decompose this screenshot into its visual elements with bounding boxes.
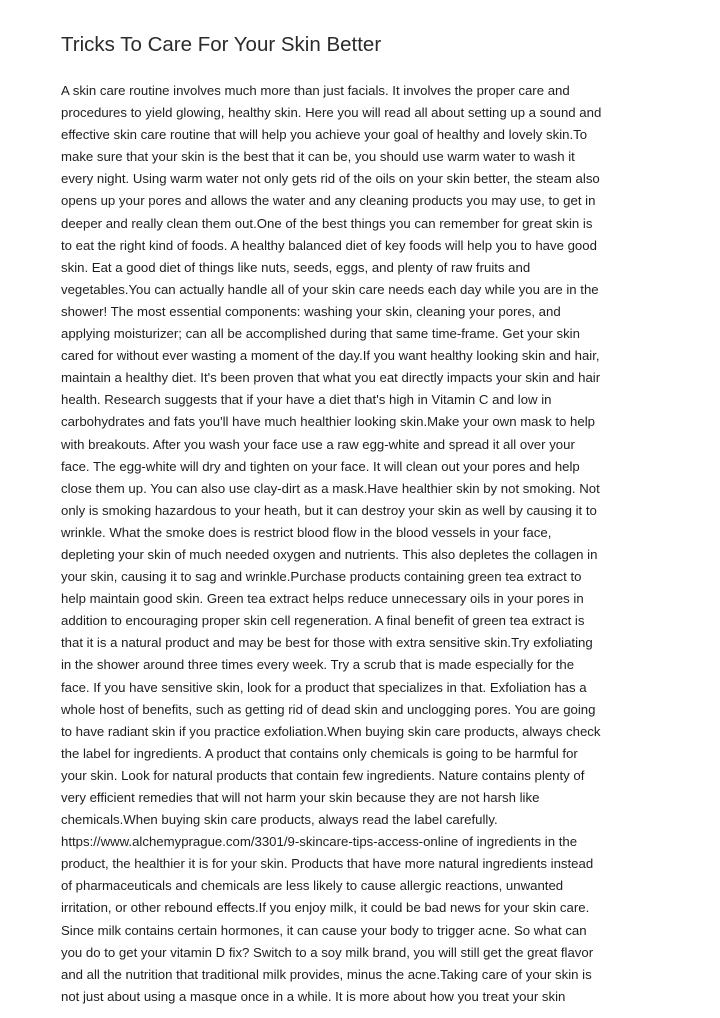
text-line: depleting your skin of much needed oxygen and nutrients. This also depletes the collagen in bbox=[61, 546, 598, 562]
text-line: opens up your pores and allows the water and any cleaning products you may use, to get in bbox=[61, 193, 596, 209]
text-line: with breakouts. After you wash your face use a raw egg-white and spread it all over your bbox=[61, 436, 575, 452]
text-line: effective skin care routine that will help you achieve your goal of healthy and lovely skin.To bbox=[61, 127, 588, 143]
text-line: product, the healthier it is for your skin. Products that have more natural ingredients instead bbox=[61, 856, 594, 872]
text-line: close them up. You can also use clay-dirt as a mask.Have healthier skin by not smoking. Not bbox=[61, 480, 600, 496]
text-line: health. Research suggests that if your have a diet that's high in Vitamin C and low in bbox=[61, 392, 552, 408]
text-line: cared for without ever wasting a moment of the day.If you want healthy looking skin and hair, bbox=[61, 348, 600, 364]
text-line: face. The egg-white will dry and tighten on your face. It will clean out your pores and help bbox=[61, 458, 580, 474]
document-title: Tricks To Care For Your Skin Better bbox=[61, 33, 382, 56]
text-line: every night. Using warm water not only gets rid of the oils on your skin better, the steam also bbox=[61, 171, 600, 187]
text-line: in the shower around three times every week. Try a scrub that is made especially for the bbox=[61, 657, 575, 673]
text-line: whole host of benefits, such as getting rid of dead skin and unclogging pores. You are going bbox=[61, 701, 596, 717]
text-line: wrinkle. What the smoke does is restrict blood flow in the blood vessels in your face, bbox=[61, 524, 552, 540]
text-line: only is smoking hazardous to your heath, but it can destroy your skin as well by causing it to bbox=[61, 502, 597, 518]
text-line: irritation, or other rebound effects.If you enjoy milk, it could be bad news for your skin care. bbox=[61, 900, 590, 916]
body-paragraph bbox=[61, 80, 671, 1008]
text-line: vegetables.You can actually handle all of your skin care needs each day while you are in the bbox=[61, 281, 599, 297]
text-line: addition to encouraging proper skin cell regeneration. A final benefit of green tea extract is bbox=[61, 613, 585, 629]
text-line: face. If you have sensitive skin, look for a product that specializes in that. Exfoliation has a bbox=[61, 679, 587, 695]
text-line: very efficient remedies that will not harm your skin because they are not harsh like bbox=[61, 790, 540, 805]
text-line: shower! The most essential components: washing your skin, cleaning your pores, and bbox=[61, 303, 561, 319]
text-line: deeper and really clean them out.One of the best things you can remember for great skin is bbox=[61, 215, 593, 231]
text-line: Since milk contains certain hormones, it can cause your body to trigger acne. So what can bbox=[61, 922, 587, 938]
text-line: maintain a healthy diet. It's been proven that what you eat directly impacts your skin and hair bbox=[61, 370, 601, 386]
text-line: procedures to yield glowing, healthy skin. Here you will read all about setting up a sound and bbox=[61, 105, 602, 121]
text-line: carbohydrates and fats you'll have much healthier looking skin.Make your own mask to help bbox=[61, 414, 595, 430]
text-line: to eat the right kind of foods. A healthy balanced diet of key foods will help you to have good bbox=[61, 237, 597, 253]
text-line: you do to get your vitamin D fix? Switch to a soy milk brand, you will still get the great flavor bbox=[61, 944, 594, 960]
text-line: your skin, causing it to sag and wrinkle.Purchase products containing green tea extract to bbox=[61, 569, 582, 585]
text-line: make sure that your skin is the best that it can be, you should use warm water to wash it bbox=[61, 149, 575, 165]
text-line: and all the nutrition that traditional milk provides, minus the acne.Taking care of your skin is bbox=[61, 966, 592, 982]
text-line: not just about using a masque once in a while. It is more about how you treat your skin bbox=[61, 988, 566, 1004]
text-line: of pharmaceuticals and chemicals are less likely to cause allergic reactions, unwanted bbox=[61, 878, 564, 894]
text-line: that it is a natural product and may be best for those with extra sensitive skin.Try exfoliating bbox=[61, 635, 593, 651]
text-line: skin. Eat a good diet of things like nuts, seeds, eggs, and plenty of raw fruits and bbox=[61, 259, 531, 275]
text-line: chemicals.When buying skin care products, always read the label carefully. bbox=[61, 812, 498, 828]
text-line: the label for ingredients. A product that contains only chemicals is going to be harmful for bbox=[61, 745, 578, 761]
text-line: help maintain good skin. Green tea extract helps reduce unnecessary oils in your pores in bbox=[61, 591, 584, 607]
text-line: applying moisturizer; can all be accomplished during that same time-frame. Get your skin bbox=[61, 326, 580, 342]
text-line: to have radiant skin if you practice exfoliation.When buying skin care products, always check bbox=[61, 723, 601, 739]
text-line: https://www.alchemyprague.com/3301/9-skincare-tips-access-online of ingredients in the bbox=[61, 834, 578, 850]
text-line: A skin care routine involves much more than just facials. It involves the proper care and bbox=[61, 83, 570, 98]
text-line: your skin. Look for natural products that contain few ingredients. Nature contains plenty of bbox=[61, 767, 585, 783]
